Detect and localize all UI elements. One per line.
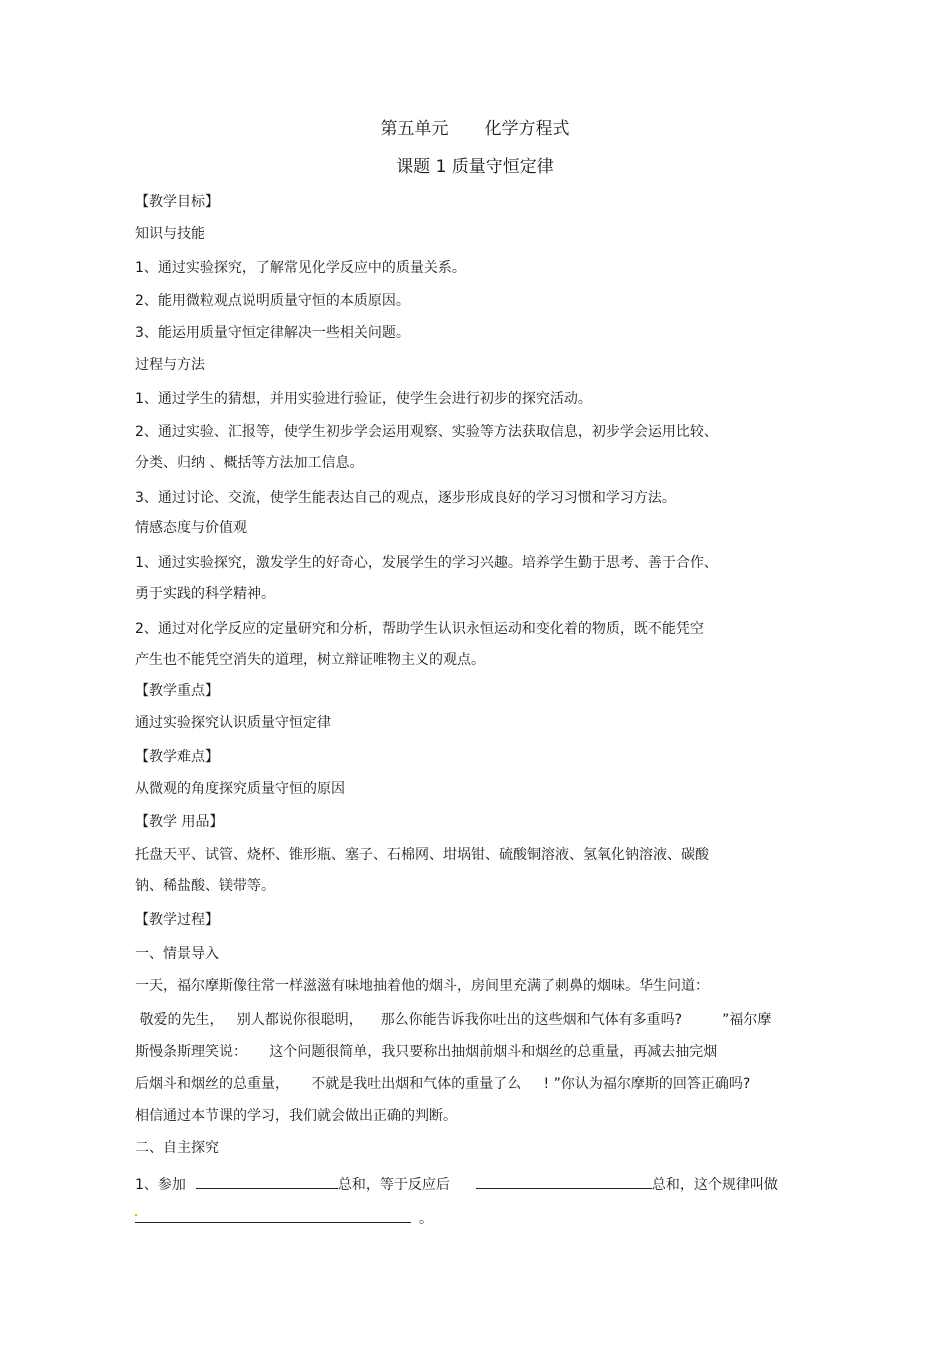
text-line: 托盘天平、试管、烧杯、锥形瓶、塞子、石棉网、坩埚钳、硫酸铜溶液、氢氧化钠溶液、碳酸	[135, 847, 709, 863]
text-line: 3、通过讨论、交流，使学生能表达自己的观点，逐步形成良好的学习习惯和学习方法。	[135, 490, 676, 506]
fill-in-question	[135, 1174, 778, 1195]
text-line: 从微观的角度探究质量守恒的原因	[135, 781, 345, 797]
heading-key-points: 【教学重点】	[135, 683, 219, 699]
answer-blank-3[interactable]	[135, 1208, 411, 1223]
text-line: 2、通过对化学反应的定量研究和分析，帮助学生认识永恒运动和变化着的物质，既不能凭空	[135, 621, 704, 637]
text-line: 产生也不能凭空消失的道理，树立辩证唯物主义的观点。	[135, 652, 485, 668]
text-line: 2、通过实验、汇报等，使学生初步学会运用观察、实验等方法获取信息，初步学会运用比较、	[135, 424, 718, 440]
text-line: 相信通过本节课的学习，我们就会做出正确的判断。	[135, 1108, 457, 1124]
text-line: 2、能用微粒观点说明质量守恒的本质原因。	[135, 293, 410, 309]
question-middle: 总和，等于反应后	[337, 1177, 450, 1193]
unit-number: 第五单元	[380, 119, 449, 139]
fill-in-question-cont	[135, 1208, 433, 1229]
section-intro: 一、情景导入	[135, 946, 219, 962]
ink-dot	[135, 1214, 137, 1216]
text-line: 敬爱的先生， 别人都说你很聪明， 那么你能告诉我你吐出的这些烟和气体有多重吗? ”福尔摩	[135, 1012, 772, 1028]
text-line: 1、通过实验探究，了解常见化学反应中的质量关系。	[135, 260, 466, 276]
subheading-attitude: 情感态度与价值观	[135, 520, 247, 536]
text-line: 通过实验探究认识质量守恒定律	[135, 715, 331, 731]
answer-blank-2[interactable]	[476, 1174, 652, 1189]
text-line: 钠、稀盐酸、镁带等。	[135, 878, 275, 894]
text-line: 勇于实践的科学精神。	[135, 586, 275, 602]
text-line: 3、能运用质量守恒定律解决一些相关问题。	[135, 325, 410, 341]
answer-blank-1[interactable]	[196, 1174, 338, 1189]
text-line: 分类、归纳 、概括等方法加工信息。	[135, 455, 364, 471]
heading-materials: 【教学 用品】	[135, 814, 224, 830]
question-suffix: 总和，这个规律叫做	[651, 1177, 778, 1193]
heading-objectives: 【教学目标】	[135, 194, 219, 210]
text-line: 一天，福尔摩斯像往常一样滋滋有味地抽着他的烟斗，房间里充满了刺鼻的烟味。华生问道：	[135, 978, 709, 994]
text-line: 1、通过学生的猜想，并用实验进行验证，使学生会进行初步的探究活动。	[135, 391, 592, 407]
heading-process: 【教学过程】	[135, 912, 219, 928]
text-line: 1、通过实验探究，激发学生的好奇心，发展学生的学习兴趣。培养学生勤于思考、善于合作、	[135, 555, 718, 571]
lesson-title: 课题 1 质量守恒定律	[396, 157, 554, 177]
unit-name: 化学方程式	[484, 119, 570, 139]
subheading-knowledge: 知识与技能	[135, 226, 205, 242]
question-prefix: 1、参加	[135, 1177, 186, 1193]
heading-difficulties: 【教学难点】	[135, 749, 219, 765]
text-line: 斯慢条斯理笑说： 这个问题很简单，我只要称出抽烟前烟斗和烟丝的总重量，再减去抽完烟	[135, 1044, 718, 1060]
subheading-process: 过程与方法	[135, 357, 205, 373]
question-end: 。	[419, 1211, 433, 1227]
section-self-study: 二、自主探究	[135, 1140, 219, 1156]
unit-title	[0, 118, 950, 140]
text-line: 后烟斗和烟丝的总重量， 不就是我吐出烟和气体的重量了么 ! ”你认为福尔摩斯的回答正确吗?	[135, 1076, 751, 1092]
